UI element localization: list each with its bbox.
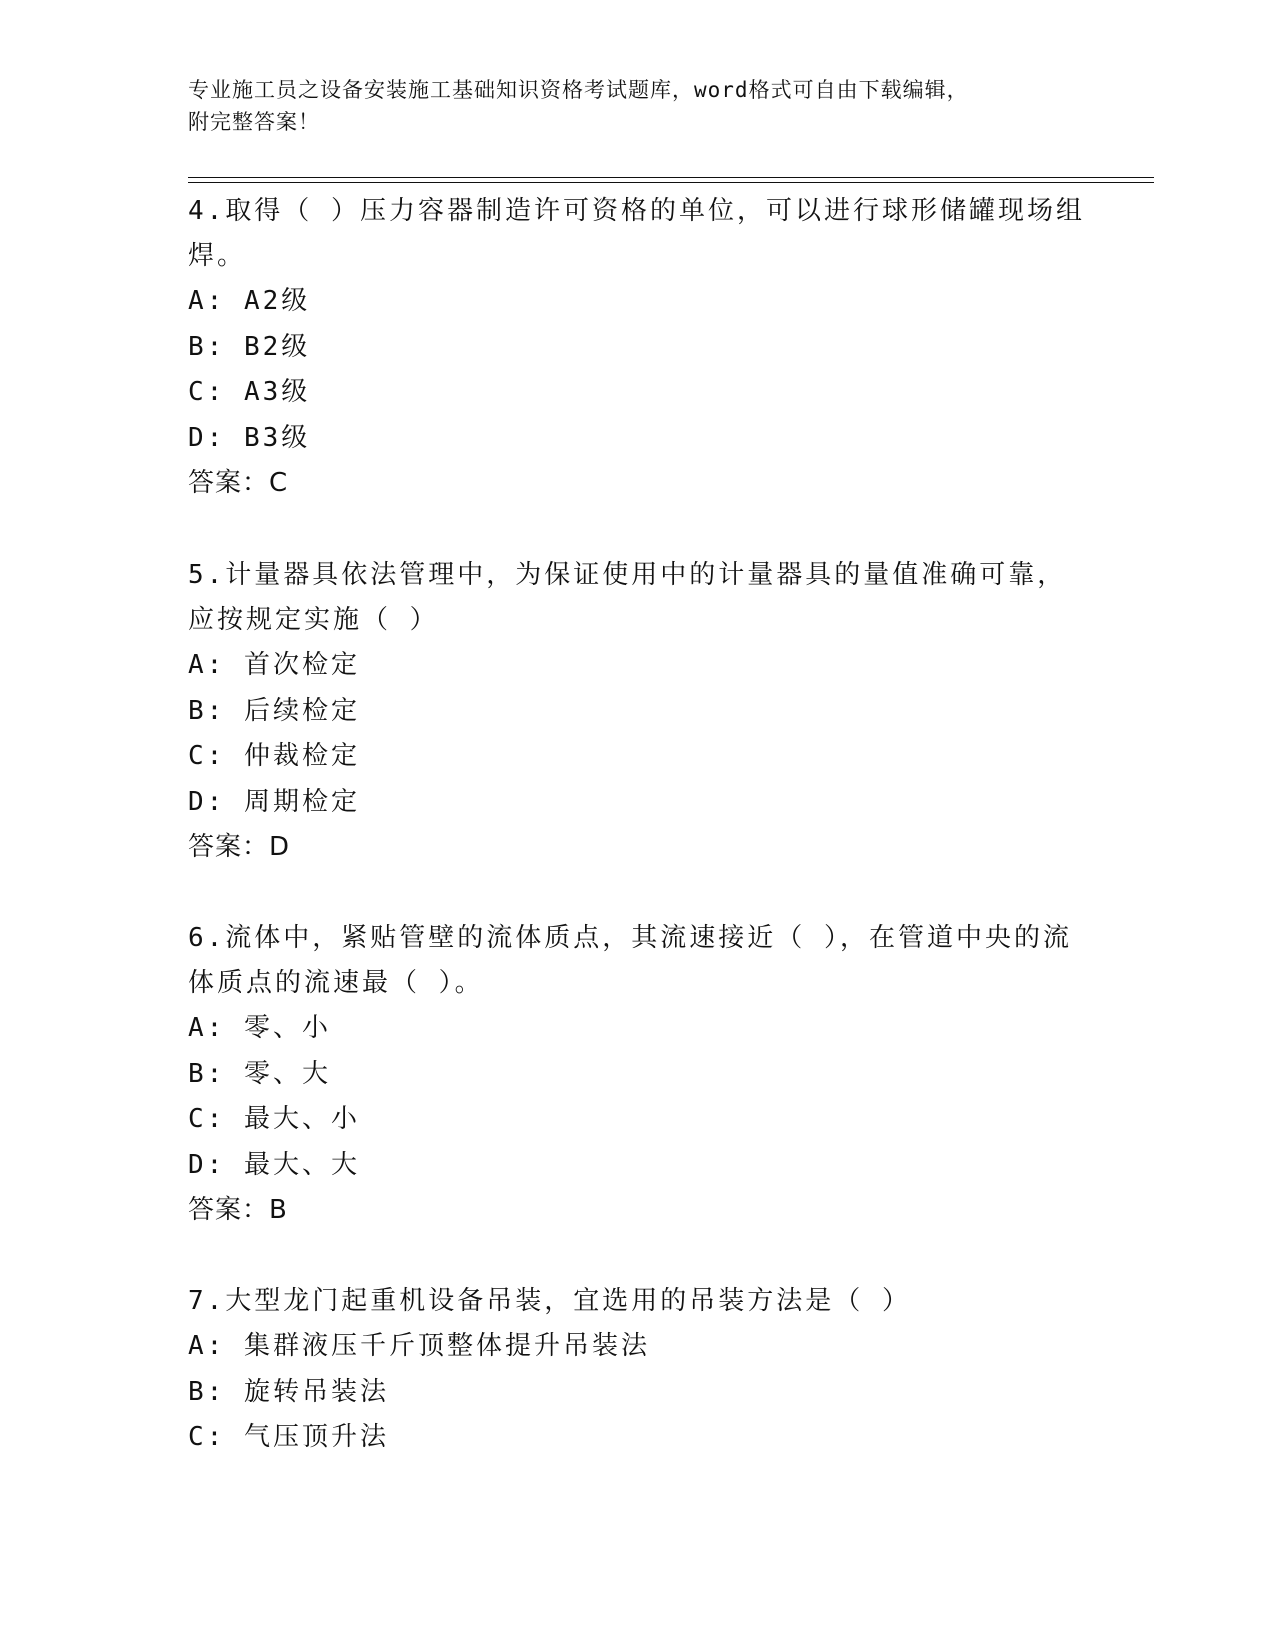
answer: 答案：B bbox=[188, 1195, 288, 1225]
option-text: 周期检定 bbox=[243, 786, 360, 817]
option-a bbox=[188, 1006, 1088, 1052]
option-key: C: bbox=[188, 1422, 226, 1452]
option-text: 最大、小 bbox=[243, 1104, 360, 1134]
option-b bbox=[188, 325, 1088, 371]
header-line-1: 专业施工员之设备安装施工基础知识资格考试题库，word格式可自由下载编辑， bbox=[188, 78, 969, 102]
option-text: 旋转吊装法 bbox=[243, 1376, 389, 1407]
option-text: A2级 bbox=[243, 286, 311, 316]
question-text: 6.流体中，紧贴管壁的流体质点，其流速接近（ ），在管道中央的流体质点的流速最（ ）。 bbox=[188, 923, 1072, 998]
option-text: 集群液压千斤顶整体提升吊装法 bbox=[243, 1331, 650, 1361]
question-5 bbox=[188, 553, 1088, 870]
option-d bbox=[188, 1143, 1088, 1189]
header-line-2: 附完整答案！ bbox=[188, 110, 320, 134]
option-key: D: bbox=[188, 422, 226, 453]
option-key: B: bbox=[188, 1058, 226, 1089]
header-divider-bottom bbox=[188, 182, 1154, 183]
option-b bbox=[188, 1370, 1088, 1416]
option-key: A: bbox=[188, 286, 226, 316]
option-text: 后续检定 bbox=[243, 695, 360, 726]
option-key: D: bbox=[188, 786, 226, 817]
option-text: B2级 bbox=[243, 331, 311, 362]
document-header bbox=[188, 74, 1088, 138]
option-d bbox=[188, 780, 1088, 826]
option-c bbox=[188, 734, 1088, 780]
option-text: 气压顶升法 bbox=[243, 1422, 389, 1452]
option-d bbox=[188, 416, 1088, 462]
option-text: 零、大 bbox=[243, 1058, 331, 1089]
header-divider-top bbox=[188, 177, 1154, 178]
option-text: B3级 bbox=[243, 422, 311, 453]
option-key: C: bbox=[188, 377, 226, 407]
option-key: B: bbox=[188, 1376, 226, 1407]
option-key: D: bbox=[188, 1149, 226, 1180]
question-4 bbox=[188, 189, 1088, 506]
option-text: 仲裁检定 bbox=[243, 741, 360, 771]
question-6 bbox=[188, 916, 1088, 1233]
option-a bbox=[188, 643, 1088, 689]
option-key: C: bbox=[188, 1104, 226, 1134]
option-b bbox=[188, 689, 1088, 735]
option-c bbox=[188, 1415, 1088, 1461]
question-text: 7.大型龙门起重机设备吊装，宜选用的吊装方法是（ ） bbox=[188, 1286, 911, 1316]
option-key: B: bbox=[188, 695, 226, 726]
option-text: 零、小 bbox=[243, 1013, 331, 1043]
option-key: A: bbox=[188, 1331, 226, 1361]
option-c bbox=[188, 1097, 1088, 1143]
option-b bbox=[188, 1052, 1088, 1098]
answer: 答案：C bbox=[188, 468, 289, 498]
option-key: B: bbox=[188, 331, 226, 362]
option-key: C: bbox=[188, 741, 226, 771]
option-key: A: bbox=[188, 650, 226, 680]
answer: 答案：D bbox=[188, 832, 291, 862]
option-c bbox=[188, 370, 1088, 416]
question-7 bbox=[188, 1279, 1088, 1461]
option-a bbox=[188, 1324, 1088, 1370]
option-text: 首次检定 bbox=[243, 650, 360, 680]
option-text: 最大、大 bbox=[243, 1149, 360, 1180]
option-text: A3级 bbox=[243, 377, 311, 407]
question-text: 4.取得（ ）压力容器制造许可资格的单位，可以进行球形储罐现场组焊。 bbox=[188, 196, 1085, 271]
option-a bbox=[188, 279, 1088, 325]
question-text: 5.计量器具依法管理中，为保证使用中的计量器具的量值准确可靠，应按规定实施（ ） bbox=[188, 560, 1067, 635]
option-key: A: bbox=[188, 1013, 226, 1043]
